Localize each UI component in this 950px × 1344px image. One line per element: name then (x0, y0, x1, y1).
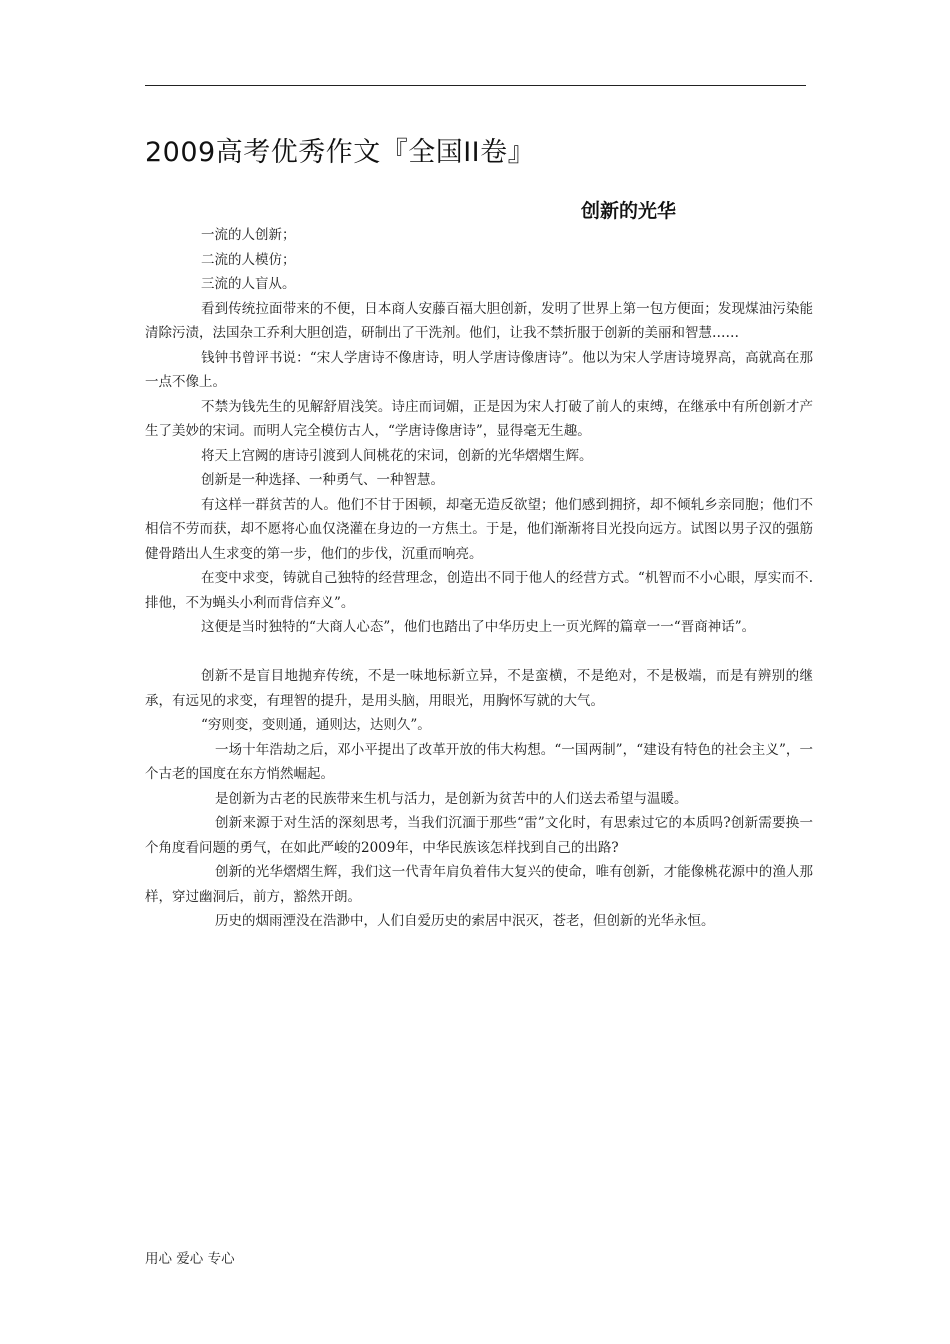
paragraph: 看到传统拉面带来的不便，日本商人安藤百福大胆创新，发明了世界上第一包方便面；发现煤油污染能清除污渍，法国杂工乔利大胆创造，研制出了干洗剂。他们，让我不禁折服于创新的美丽和智慧…… (145, 300, 813, 341)
paragraph: 创新不是盲目地抛弃传统，不是一味地标新立异，不是蛮横，不是绝对，不是极端，而是有辨别的继承，有远见的求变，有理智的提升，是用头脑，用眼光，用胸怀写就的大气。 (145, 668, 813, 709)
paragraph: 这便是当时独特的“大商人心态”，他们也踏出了中华历史上一页光辉的篇章一一“晋商神话”。 (201, 619, 756, 635)
paragraph: “穷则变，变则通，通则达，达则久”。 (201, 717, 431, 733)
essay-title: 创新的光华 (581, 200, 677, 222)
paragraph-gap (145, 640, 813, 665)
paragraph: 历史的烟雨湮没在浩渺中，人们自爱历史的索居中泯灭，苍老，但创新的光华永恒。 (215, 913, 715, 929)
paragraph: 三流的人盲从。 (201, 276, 296, 292)
paragraph: 创新的光华熠熠生辉，我们这一代青年肩负着伟大复兴的使命，唯有创新，才能像桃花源中的渔人那样，穿过幽洞后，前方，豁然开朗。 (145, 864, 813, 905)
paragraph: 在变中求变，铸就自己独特的经营理念，创造出不同于他人的经营方式。“机智而不小心眼，厚实而不.排他，不为蝇头小利而背信弃义”。 (145, 570, 813, 611)
paragraph: 创新来源于对生活的深刻思考，当我们沉湎于那些“雷”文化时，有思索过它的本质吗?创新需要换一个角度看问题的勇气，在如此严峻的2009年，中华民族该怎样找到自己的出路? (145, 815, 813, 856)
paragraph: 二流的人模仿； (201, 251, 296, 268)
header-rule (145, 85, 806, 86)
paragraph: 不禁为钱先生的见解舒眉浅笑。诗庄而词媚，正是因为宋人打破了前人的束缚，在继承中有所创新才产生了美妙的宋词。而明人完全模仿古人，“学唐诗像唐诗”，显得毫无生趣。 (145, 398, 813, 439)
paragraph: 一流的人创新； (201, 227, 296, 243)
essay-body (145, 223, 813, 934)
document-title: 2009高考优秀作文『全国II卷』 (145, 137, 536, 168)
paragraph: 有这样一群贫苦的人。他们不甘于困顿，却毫无造反欲望；他们感到拥挤，却不倾轧乡亲同胞；他们不相信不劳而获，却不愿将心血仅浇灌在身边的一方焦土。于是，他们渐渐将目光投向远方。试图以男子汉的强筋健骨踏出人生求变的第一步，他们的步伐，沉重而响亮。 (145, 496, 813, 562)
paragraph: 一场十年浩劫之后，邓小平提出了改革开放的伟大构想。“一国两制”，“建设有特色的社会主义”，一个古老的国度在东方悄然崛起。 (145, 741, 813, 782)
page-footer: 用心 爱心 专心 (145, 1251, 235, 1267)
paragraph: 钱钟书曾评书说：“宋人学唐诗不像唐诗，明人学唐诗像唐诗”。他以为宋人学唐诗境界高，高就高在那一点不像上。 (145, 349, 813, 390)
paragraph: 是创新为古老的民族带来生机与活力，是创新为贫苦中的人们送去希望与温暖。 (215, 790, 688, 807)
paragraph: 创新是一种选择、一种勇气、一种智慧。 (201, 472, 444, 488)
paragraph: 将天上宫阙的唐诗引渡到人间桃花的宋词，创新的光华熠熠生辉。 (201, 447, 593, 464)
